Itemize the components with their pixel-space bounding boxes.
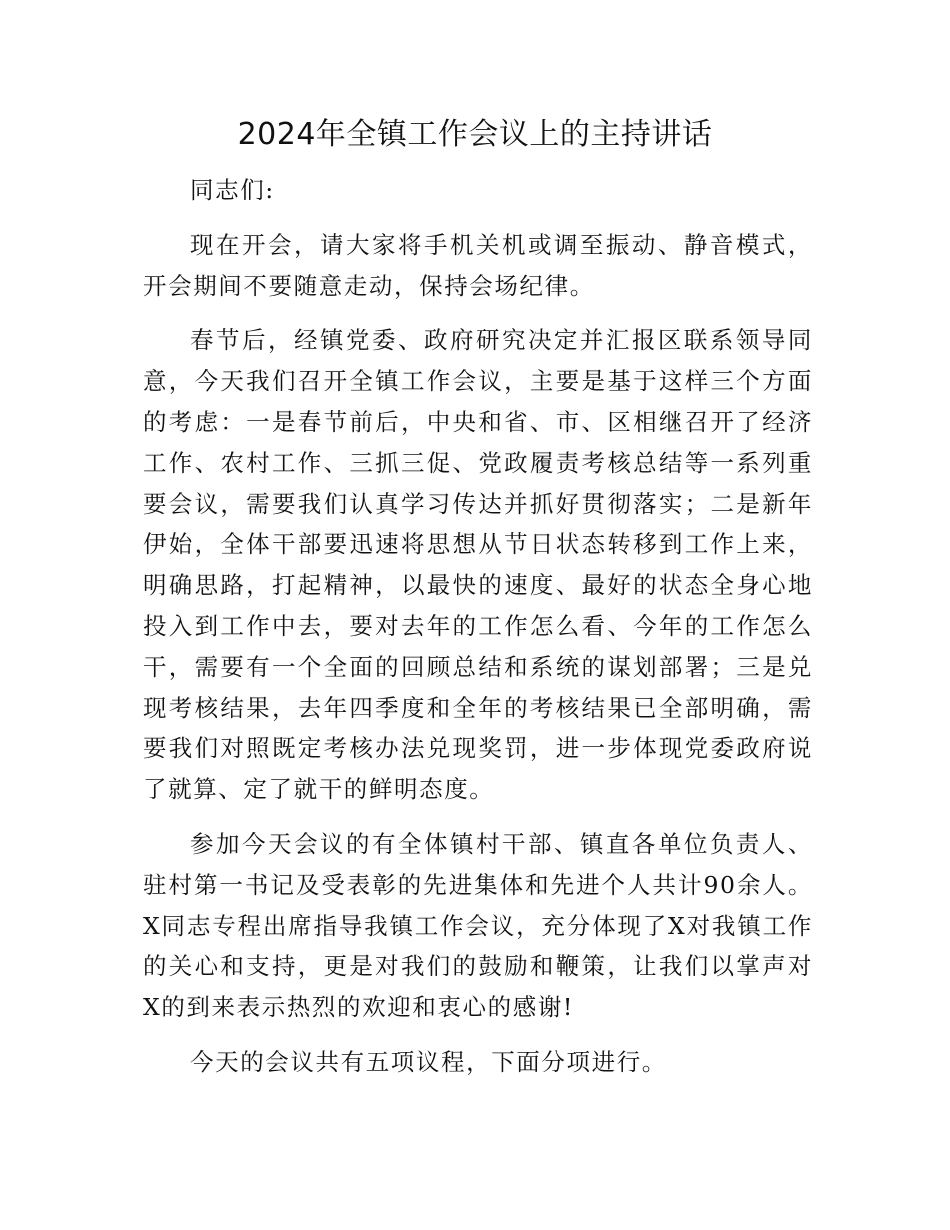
paragraph-greeting: 同志们: (190, 176, 275, 204)
document-title: 2024年全镇工作会议上的主持讲话 (237, 117, 713, 152)
paragraph-meeting-rules: 现在开会，请大家将手机关机或调至振动、静音模式，开会期间不要随意走动，保持会场纪律。 (143, 230, 813, 300)
paragraph-attendees: 参加今天会议的有全体镇村干部、镇直各单位负责人、驻村第一书记及受表彰的先进集体和先进个人共计90余人。X同志专程出席指导我镇工作会议，充分体现了X对我镇工作的关心和支持，更是对我们的鼓励和鞭策，让我们以掌声对X的到来表示热烈的欢迎和衷心的感谢! (143, 829, 813, 1022)
paragraph-agenda-intro: 今天的会议共有五项议程，下面分项进行。 (190, 1047, 667, 1076)
document-body (143, 170, 813, 1097)
paragraph-meeting-purpose: 春节后，经镇党委、政府研究决定并汇报区联系领导同意，今天我们召开全镇工作会议，主要是基于这样三个方面的考虑：一是春节前后，中央和省、市、区相继召开了经济工作、农村工作、三抓三促、党政履责考核总结等一系列重要会议，需要我们认真学习传达并抓好贯彻落实；二是新年伊始，全体干部要迅速将思想从节日状态转移到工作上来，明确思路，打起精神，以最快的速度、最好的状态全身心地投入到工作中去，要对去年的工作怎么看、今年的工作怎么干，需要有一个全面的回顾总结和系统的谋划部署；三是兑现考核结果，去年四季度和全年的考核结果已全部明确，需要我们对照既定考核办法兑现奖罚，进一步体现党委政府说了就算、定了就干的鲜明态度。 (143, 326, 813, 804)
